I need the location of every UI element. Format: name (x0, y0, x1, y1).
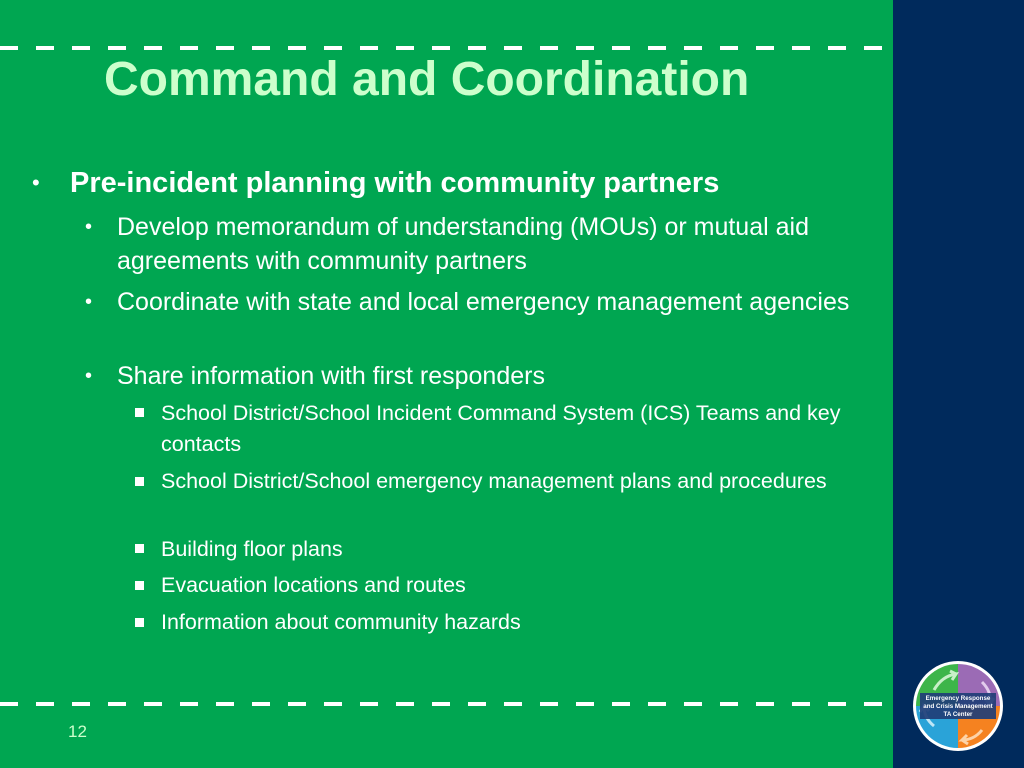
bullet-marker: • (85, 291, 93, 313)
page-number: 12 (68, 722, 87, 741)
bullet-marker: • (32, 170, 40, 195)
bullet-main: Pre-incident planning with community partners (70, 167, 720, 199)
bullet-subsub-4: Evacuation locations and routes (161, 573, 466, 597)
bullet-sub-2: Coordinate with state and local emergency management agencies (117, 288, 850, 316)
bullet-sub-3: Share information with first responders (117, 362, 545, 390)
erc-center-logo (912, 660, 1004, 752)
bullet-subsub-1: School District/School Incident Command System (ICS) Teams and key contacts (161, 401, 841, 456)
bullet-subsub-5: Information about community hazards (161, 610, 521, 634)
square-bullet-marker (135, 618, 144, 627)
square-bullet-marker (135, 477, 144, 486)
square-bullet-marker (135, 581, 144, 590)
bottom-dashed-divider (0, 702, 885, 706)
slide-title: Command and Coordination (104, 53, 750, 106)
bullet-sub-1: Develop memorandum of understanding (MOUs) or mutual aid agreements with community partners (117, 213, 809, 275)
bullet-marker: • (85, 216, 93, 238)
square-bullet-marker (135, 544, 144, 553)
bullet-subsub-3: Building floor plans (161, 537, 343, 561)
logo-text-line3: TA Center (943, 711, 973, 718)
logo-text-line2: and Crisis Management (923, 703, 993, 710)
square-bullet-marker (135, 408, 144, 417)
top-dashed-divider (0, 46, 885, 50)
bullet-subsub-2: School District/School emergency management plans and procedures (161, 469, 827, 493)
logo-text-line1: Emergency Response (925, 695, 991, 702)
side-band (893, 0, 1024, 768)
bullet-marker: • (85, 365, 93, 387)
